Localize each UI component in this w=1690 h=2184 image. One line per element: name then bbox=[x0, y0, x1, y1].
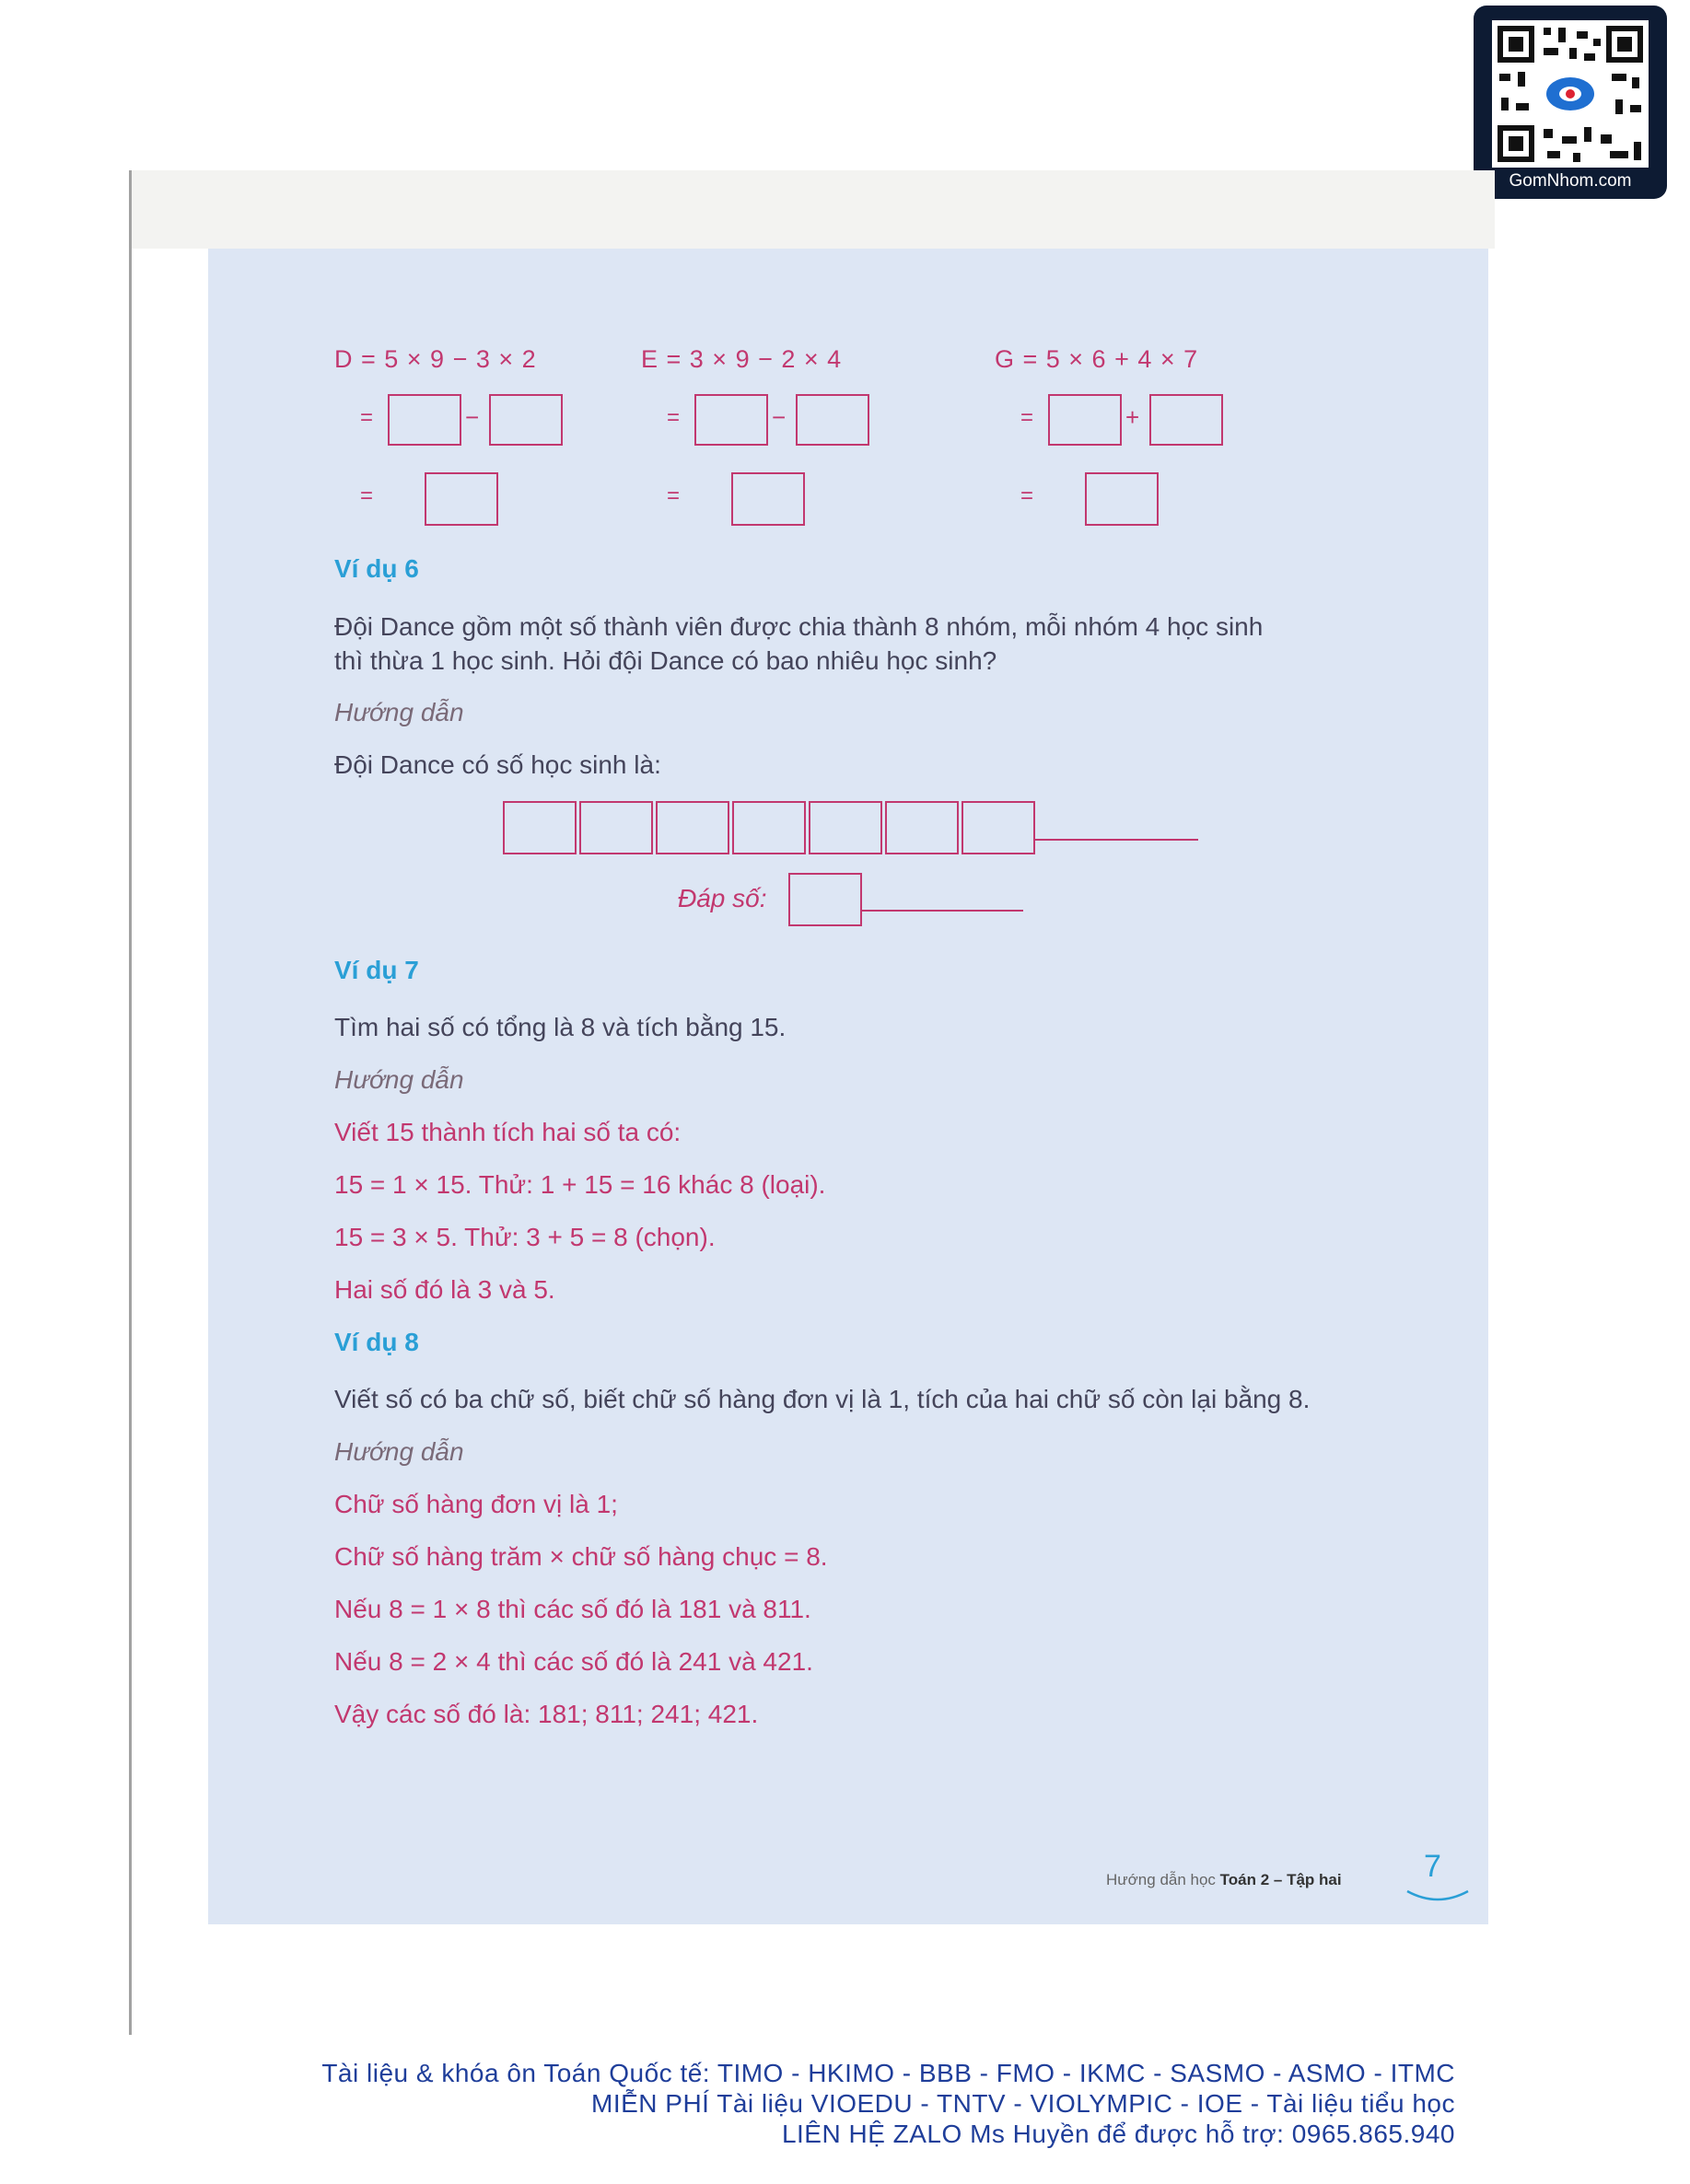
promo-line-3: LIÊN HỆ ZALO Ms Huyền để được hỗ trợ: 0965.865.940 bbox=[781, 2120, 1455, 2148]
exercise-g-equals-1: = bbox=[1020, 405, 1034, 430]
content-panel bbox=[208, 249, 1488, 1924]
example-6-blank-4[interactable] bbox=[732, 801, 806, 854]
exercise-g-blank-2[interactable] bbox=[1149, 394, 1223, 446]
example-6-blank-6[interactable] bbox=[885, 801, 959, 854]
example-8-guide-label: Hướng dẫn bbox=[334, 1437, 464, 1466]
exercise-d-blank-1[interactable] bbox=[388, 394, 461, 446]
example-7-line-2: 15 = 1 × 15. Thử: 1 + 15 = 16 khác 8 (loại). bbox=[334, 1170, 826, 1199]
qr-label[interactable]: GomNhom.com bbox=[1509, 171, 1632, 191]
exercise-e-operator: − bbox=[772, 403, 787, 431]
footer-book-title: Toán 2 – Tập hai bbox=[1219, 1871, 1342, 1888]
exercise-e-equals-2: = bbox=[667, 483, 681, 508]
exercise-d-operator: − bbox=[465, 403, 480, 431]
page-number: 7 bbox=[1424, 1849, 1441, 1884]
example-8-problem: Viết số có ba chữ số, biết chữ số hàng đơn vị là 1, tích của hai chữ số còn lại bằng 8. bbox=[334, 1385, 1311, 1413]
exercise-d-expression: D = 5 × 9 − 3 × 2 bbox=[334, 345, 537, 373]
footer-book-prefix: Hướng dẫn học bbox=[1106, 1871, 1220, 1888]
example-7-line-4: Hai số đó là 3 và 5. bbox=[334, 1275, 555, 1304]
example-6-unit-line bbox=[1035, 839, 1198, 841]
qr-code-icon bbox=[1492, 20, 1649, 168]
exercise-g-equals-2: = bbox=[1020, 483, 1034, 508]
example-6-answer-blank[interactable] bbox=[788, 873, 862, 926]
exercise-e-expression: E = 3 × 9 − 2 × 4 bbox=[641, 345, 843, 373]
example-7-line-1: Viết 15 thành tích hai số ta có: bbox=[334, 1118, 682, 1146]
example-6-blank-7[interactable] bbox=[962, 801, 1035, 854]
exercise-g-expression: G = 5 × 6 + 4 × 7 bbox=[995, 345, 1199, 373]
example-6-answer-unit-line bbox=[862, 910, 1023, 912]
exercise-e-blank-1[interactable] bbox=[694, 394, 768, 446]
example-7-problem: Tìm hai số có tổng là 8 và tích bằng 15. bbox=[334, 1013, 787, 1041]
example-8-line-1: Chữ số hàng đơn vị là 1; bbox=[334, 1490, 618, 1518]
exercise-d-blank-2[interactable] bbox=[489, 394, 563, 446]
example-6-solution-intro: Đội Dance có số học sinh là: bbox=[334, 750, 661, 779]
exercise-g-operator: + bbox=[1125, 403, 1140, 431]
exercise-d-result[interactable] bbox=[425, 472, 498, 526]
qr-code-logo[interactable] bbox=[1474, 6, 1667, 199]
example-8-line-4: Nếu 8 = 2 × 4 thì các số đó là 241 và 421. bbox=[334, 1647, 813, 1676]
example-8-line-5: Vậy các số đó là: 181; 811; 241; 421. bbox=[334, 1700, 759, 1728]
example-8-line-3: Nếu 8 = 1 × 8 thì các số đó là 181 và 811. bbox=[334, 1595, 811, 1623]
exercise-d-equals-2: = bbox=[360, 483, 374, 508]
page-edge-shadow bbox=[129, 170, 132, 2035]
promo-line-1: Tài liệu & khóa ôn Toán Quốc tế: TIMO - HKIMO - BBB - FMO - IKMC - SASMO - ASMO - ITMC bbox=[321, 2059, 1455, 2087]
exercise-g-result[interactable] bbox=[1085, 472, 1159, 526]
example-6-answer-label: Đáp số: bbox=[678, 884, 767, 912]
page-footer-book bbox=[1106, 1871, 1342, 1889]
example-6-blank-2[interactable] bbox=[579, 801, 653, 854]
exercise-e-equals-1: = bbox=[667, 405, 681, 430]
example-6-blank-5[interactable] bbox=[809, 801, 882, 854]
example-6-blank-1[interactable] bbox=[503, 801, 577, 854]
example-6-blank-3[interactable] bbox=[656, 801, 729, 854]
example-8-line-2: Chữ số hàng trăm × chữ số hàng chục = 8. bbox=[334, 1542, 828, 1571]
page-number-underline-icon bbox=[1405, 1888, 1470, 1906]
example-6-heading: Ví dụ 6 bbox=[334, 554, 419, 583]
example-7-guide-label: Hướng dẫn bbox=[334, 1065, 464, 1094]
exercise-e-result[interactable] bbox=[731, 472, 805, 526]
example-7-line-3: 15 = 3 × 5. Thử: 3 + 5 = 8 (chọn). bbox=[334, 1223, 716, 1251]
exercise-e-blank-2[interactable] bbox=[796, 394, 869, 446]
example-8-heading: Ví dụ 8 bbox=[334, 1328, 419, 1356]
example-6-guide-label: Hướng dẫn bbox=[334, 698, 464, 726]
promo-line-2: MIỄN PHÍ Tài liệu VIOEDU - TNTV - VIOLYMPIC - IOE - Tài liệu tiểu học bbox=[591, 2089, 1455, 2118]
example-6-problem-line-2: thì thừa 1 học sinh. Hỏi đội Dance có bao nhiêu học sinh? bbox=[334, 646, 997, 675]
exercise-g-blank-1[interactable] bbox=[1048, 394, 1122, 446]
page-top-margin bbox=[132, 170, 1495, 249]
exercise-d-equals-1: = bbox=[360, 405, 374, 430]
example-7-heading: Ví dụ 7 bbox=[334, 956, 419, 984]
example-6-problem-line-1: Đội Dance gồm một số thành viên được chia thành 8 nhóm, mỗi nhóm 4 học sinh bbox=[334, 612, 1264, 641]
